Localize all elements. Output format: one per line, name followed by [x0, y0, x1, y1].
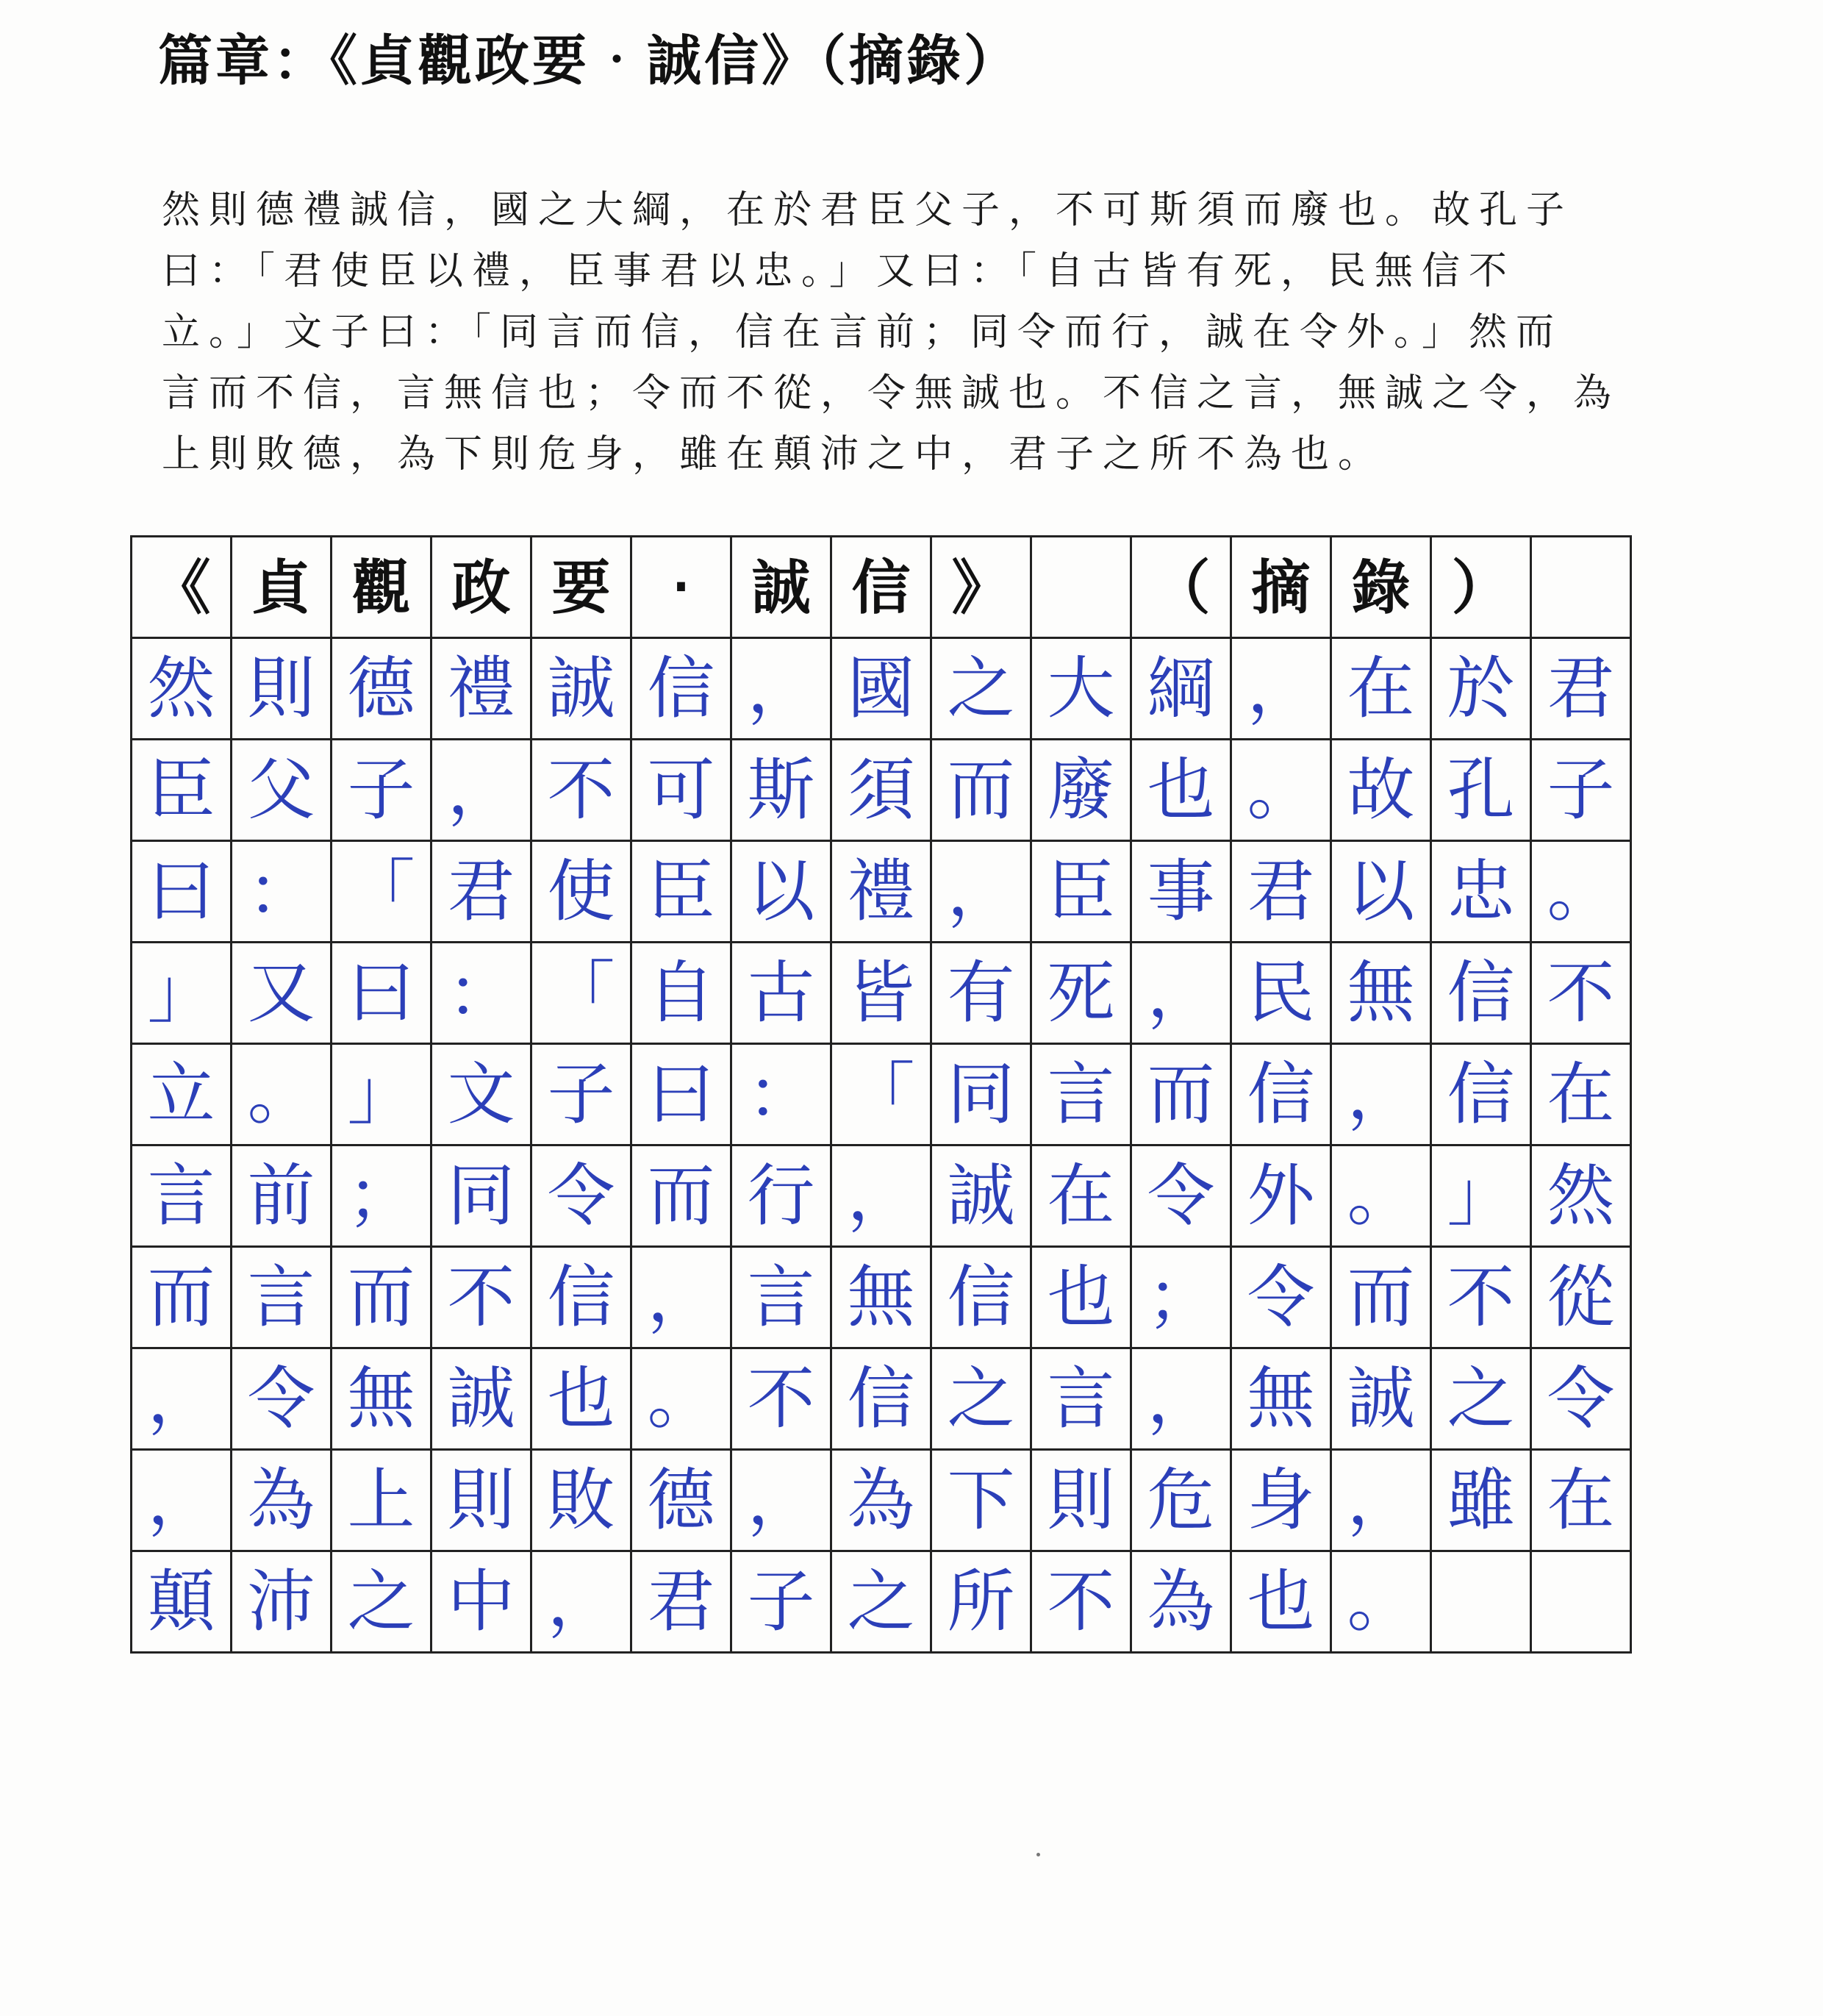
handwritten-cell: 斯 — [732, 740, 832, 842]
handwritten-cell: 則 — [232, 639, 332, 740]
handwritten-cell: 有 — [932, 943, 1032, 1045]
handwritten-cell: 也 — [1232, 1552, 1332, 1654]
handwritten-cell: 而 — [632, 1146, 732, 1248]
handwritten-cell: 之 — [832, 1552, 932, 1654]
grid-row — [132, 842, 1632, 943]
handwritten-cell: 顛 — [132, 1552, 232, 1654]
handwritten-cell: 死 — [1032, 943, 1132, 1045]
handwritten-cell: 所 — [932, 1552, 1032, 1654]
grid-row — [132, 1349, 1632, 1451]
handwritten-cell: 信 — [632, 639, 732, 740]
handwritten-cell: 子 — [532, 1045, 632, 1146]
handwritten-cell: 子 — [732, 1552, 832, 1654]
handwritten-cell: 之 — [932, 639, 1032, 740]
handwritten-cell: 然 — [132, 639, 232, 740]
handwritten-cell: 皆 — [832, 943, 932, 1045]
handwritten-cell: 臣 — [132, 740, 232, 842]
handwritten-cell: 國 — [832, 639, 932, 740]
grid-row — [132, 639, 1632, 740]
handwritten-cell: 而 — [1132, 1045, 1232, 1146]
passage-line: 立。」文子曰：「同言而信，信在言前；同令而行，誠在令外。」然而 — [162, 310, 1564, 354]
grid-row — [132, 1146, 1632, 1248]
handwritten-cell: ， — [732, 1451, 832, 1552]
handwritten-cell: 中 — [432, 1552, 532, 1654]
handwritten-cell: 令 — [1232, 1248, 1332, 1349]
handwritten-cell: 然 — [1532, 1146, 1632, 1248]
header-cell: 摘 — [1232, 537, 1332, 639]
handwritten-cell: 君 — [432, 842, 532, 943]
header-cell: 錄 — [1332, 537, 1432, 639]
handwritten-cell: 信 — [1432, 943, 1532, 1045]
handwritten-cell: 令 — [232, 1349, 332, 1451]
handwritten-cell: 孔 — [1432, 740, 1532, 842]
handwritten-cell: ， — [1332, 1451, 1432, 1552]
handwritten-cell: 也 — [532, 1349, 632, 1451]
handwritten-cell: 無 — [332, 1349, 432, 1451]
handwritten-cell: 之 — [932, 1349, 1032, 1451]
handwritten-cell: 不 — [732, 1349, 832, 1451]
grid-row — [132, 740, 1632, 842]
handwritten-cell: ： — [732, 1045, 832, 1146]
handwritten-cell: ， — [1132, 1349, 1232, 1451]
handwritten-cell: 德 — [332, 639, 432, 740]
handwritten-cell: 不 — [1032, 1552, 1132, 1654]
handwritten-cell: 下 — [932, 1451, 1032, 1552]
handwritten-cell: ， — [432, 740, 532, 842]
handwritten-cell: ； — [1132, 1248, 1232, 1349]
handwritten-cell: 「 — [332, 842, 432, 943]
handwritten-cell: ， — [732, 639, 832, 740]
handwritten-cell: 誠 — [932, 1146, 1032, 1248]
handwritten-cell: 使 — [532, 842, 632, 943]
handwritten-cell: 而 — [132, 1248, 232, 1349]
printed-passage — [162, 180, 1632, 485]
handwritten-cell: 也 — [1032, 1248, 1132, 1349]
handwritten-cell: 而 — [932, 740, 1032, 842]
handwritten-cell: 曰 — [132, 842, 232, 943]
handwritten-cell: ， — [1232, 639, 1332, 740]
handwritten-cell: 。 — [1332, 1552, 1432, 1654]
handwritten-cell: 。 — [1532, 842, 1632, 943]
header-cell: （ — [1132, 537, 1232, 639]
header-cell — [1032, 537, 1132, 639]
handwritten-cell: 而 — [1332, 1248, 1432, 1349]
header-cell: 貞 — [232, 537, 332, 639]
handwritten-cell: ， — [832, 1146, 932, 1248]
handwritten-cell: 也 — [1132, 740, 1232, 842]
handwritten-cell: 信 — [1232, 1045, 1332, 1146]
passage-line: 上則敗德，為下則危身，雖在顛沛之中，君子之所不為也。 — [162, 432, 1386, 476]
handwritten-cell: 。 — [232, 1045, 332, 1146]
handwritten-cell: 令 — [532, 1146, 632, 1248]
handwritten-cell: 雖 — [1432, 1451, 1532, 1552]
handwritten-cell: 不 — [432, 1248, 532, 1349]
handwritten-cell: ， — [132, 1349, 232, 1451]
handwritten-cell: 誠 — [1332, 1349, 1432, 1451]
handwritten-cell: 言 — [732, 1248, 832, 1349]
handwritten-cell: 同 — [432, 1146, 532, 1248]
handwritten-cell: 忠 — [1432, 842, 1532, 943]
handwritten-cell: 信 — [1432, 1045, 1532, 1146]
handwritten-cell: 又 — [232, 943, 332, 1045]
handwritten-cell: 「 — [832, 1045, 932, 1146]
handwritten-cell: 須 — [832, 740, 932, 842]
handwritten-cell: 「 — [532, 943, 632, 1045]
handwritten-cell: 君 — [1232, 842, 1332, 943]
handwritten-cell: ， — [932, 842, 1032, 943]
handwritten-cell: 行 — [732, 1146, 832, 1248]
header-cell — [1532, 537, 1632, 639]
handwritten-cell: 。 — [632, 1349, 732, 1451]
handwritten-cell: ， — [532, 1552, 632, 1654]
handwritten-cell: 信 — [532, 1248, 632, 1349]
handwritten-cell: 為 — [832, 1451, 932, 1552]
header-cell: ‧ — [632, 537, 732, 639]
grid-row — [132, 1045, 1632, 1146]
header-cell: 要 — [532, 537, 632, 639]
handwritten-cell: 禮 — [832, 842, 932, 943]
handwritten-cell: 德 — [632, 1451, 732, 1552]
handwritten-cell: 在 — [1532, 1451, 1632, 1552]
handwritten-cell: 誠 — [432, 1349, 532, 1451]
handwritten-cell: ， — [1132, 943, 1232, 1045]
handwritten-cell: 言 — [132, 1146, 232, 1248]
handwritten-cell: 敗 — [532, 1451, 632, 1552]
handwritten-cell: 身 — [1232, 1451, 1332, 1552]
handwritten-cell: 外 — [1232, 1146, 1332, 1248]
handwritten-cell: 不 — [532, 740, 632, 842]
worksheet-title: 篇章：《貞觀政要‧誠信》（摘錄） — [158, 29, 1021, 93]
handwritten-cell: 」 — [132, 943, 232, 1045]
handwritten-cell: 則 — [1032, 1451, 1132, 1552]
handwritten-cell: 從 — [1532, 1248, 1632, 1349]
handwritten-cell: 為 — [232, 1451, 332, 1552]
handwritten-cell: 父 — [232, 740, 332, 842]
handwritten-cell: 在 — [1532, 1045, 1632, 1146]
handwritten-cell: 。 — [1232, 740, 1332, 842]
handwritten-cell: 誠 — [532, 639, 632, 740]
handwritten-cell: 曰 — [632, 1045, 732, 1146]
scan-speck — [1036, 1853, 1040, 1856]
handwritten-cell: 不 — [1432, 1248, 1532, 1349]
handwritten-cell: 臣 — [632, 842, 732, 943]
handwritten-cell: 」 — [332, 1045, 432, 1146]
handwritten-cell: 言 — [1032, 1045, 1132, 1146]
handwritten-cell: 事 — [1132, 842, 1232, 943]
handwritten-cell: 言 — [232, 1248, 332, 1349]
handwritten-cell: 立 — [132, 1045, 232, 1146]
handwritten-cell: 令 — [1132, 1146, 1232, 1248]
handwritten-cell: 無 — [1332, 943, 1432, 1045]
passage-line: 言而不信，言無信也；令而不從，令無誠也。不信之言，無誠之令，為 — [162, 371, 1621, 415]
header-cell: 》 — [932, 537, 1032, 639]
grid-row — [132, 1451, 1632, 1552]
handwritten-cell — [1532, 1552, 1632, 1654]
header-cell: 信 — [832, 537, 932, 639]
grid-row — [132, 1552, 1632, 1654]
handwritten-cell: 君 — [1532, 639, 1632, 740]
handwritten-cell: 而 — [332, 1248, 432, 1349]
passage-line: 然則德禮誠信，國之大綱，在於君臣父子，不可斯須而廢也。故孔子 — [162, 188, 1574, 232]
handwritten-cell: 禮 — [432, 639, 532, 740]
handwritten-cell: 民 — [1232, 943, 1332, 1045]
handwritten-cell: 不 — [1532, 943, 1632, 1045]
handwritten-cell: 自 — [632, 943, 732, 1045]
handwritten-cell: ； — [332, 1146, 432, 1248]
handwritten-cell: ， — [632, 1248, 732, 1349]
header-cell: 政 — [432, 537, 532, 639]
handwritten-cell: 言 — [1032, 1349, 1132, 1451]
handwritten-cell: ： — [432, 943, 532, 1045]
handwritten-cell: 綱 — [1132, 639, 1232, 740]
handwritten-cell: 故 — [1332, 740, 1432, 842]
handwritten-cell: 信 — [832, 1349, 932, 1451]
handwritten-cell: 在 — [1032, 1146, 1132, 1248]
handwritten-cell: 臣 — [1032, 842, 1132, 943]
grid-header-row — [132, 537, 1632, 639]
header-cell: 觀 — [332, 537, 432, 639]
header-cell: 《 — [132, 537, 232, 639]
handwritten-cell: 」 — [1432, 1146, 1532, 1248]
handwritten-cell: 以 — [732, 842, 832, 943]
handwritten-cell: 上 — [332, 1451, 432, 1552]
handwritten-cell: 令 — [1532, 1349, 1632, 1451]
handwritten-cell: 則 — [432, 1451, 532, 1552]
handwritten-cell: 。 — [1332, 1146, 1432, 1248]
handwritten-cell: 可 — [632, 740, 732, 842]
handwritten-cell: 前 — [232, 1146, 332, 1248]
handwritten-cell: 以 — [1332, 842, 1432, 943]
handwritten-cell: 危 — [1132, 1451, 1232, 1552]
handwritten-cell: 文 — [432, 1045, 532, 1146]
handwritten-cell: 古 — [732, 943, 832, 1045]
handwritten-cell: 之 — [332, 1552, 432, 1654]
handwritten-cell: 在 — [1332, 639, 1432, 740]
header-cell: ） — [1432, 537, 1532, 639]
handwritten-cell: 子 — [332, 740, 432, 842]
handwritten-cell — [1432, 1552, 1532, 1654]
passage-line: 曰：「君使臣以禮，臣事君以忠。」又曰：「自古皆有死，民無信不 — [162, 249, 1516, 293]
handwritten-cell: 君 — [632, 1552, 732, 1654]
handwriting-practice-grid — [130, 535, 1632, 1654]
handwritten-cell: 無 — [1232, 1349, 1332, 1451]
handwritten-cell: 無 — [832, 1248, 932, 1349]
handwritten-cell: 為 — [1132, 1552, 1232, 1654]
grid-row — [132, 943, 1632, 1045]
handwritten-cell: ， — [1332, 1045, 1432, 1146]
handwritten-cell: 於 — [1432, 639, 1532, 740]
header-cell: 誠 — [732, 537, 832, 639]
handwritten-cell: 廢 — [1032, 740, 1132, 842]
handwritten-cell: 之 — [1432, 1349, 1532, 1451]
handwritten-cell: 大 — [1032, 639, 1132, 740]
handwritten-cell: ： — [232, 842, 332, 943]
grid-row — [132, 1248, 1632, 1349]
handwritten-cell: 沛 — [232, 1552, 332, 1654]
handwritten-cell: 子 — [1532, 740, 1632, 842]
handwritten-cell: 信 — [932, 1248, 1032, 1349]
handwritten-cell: 曰 — [332, 943, 432, 1045]
handwritten-cell: 同 — [932, 1045, 1032, 1146]
handwritten-cell: ， — [132, 1451, 232, 1552]
